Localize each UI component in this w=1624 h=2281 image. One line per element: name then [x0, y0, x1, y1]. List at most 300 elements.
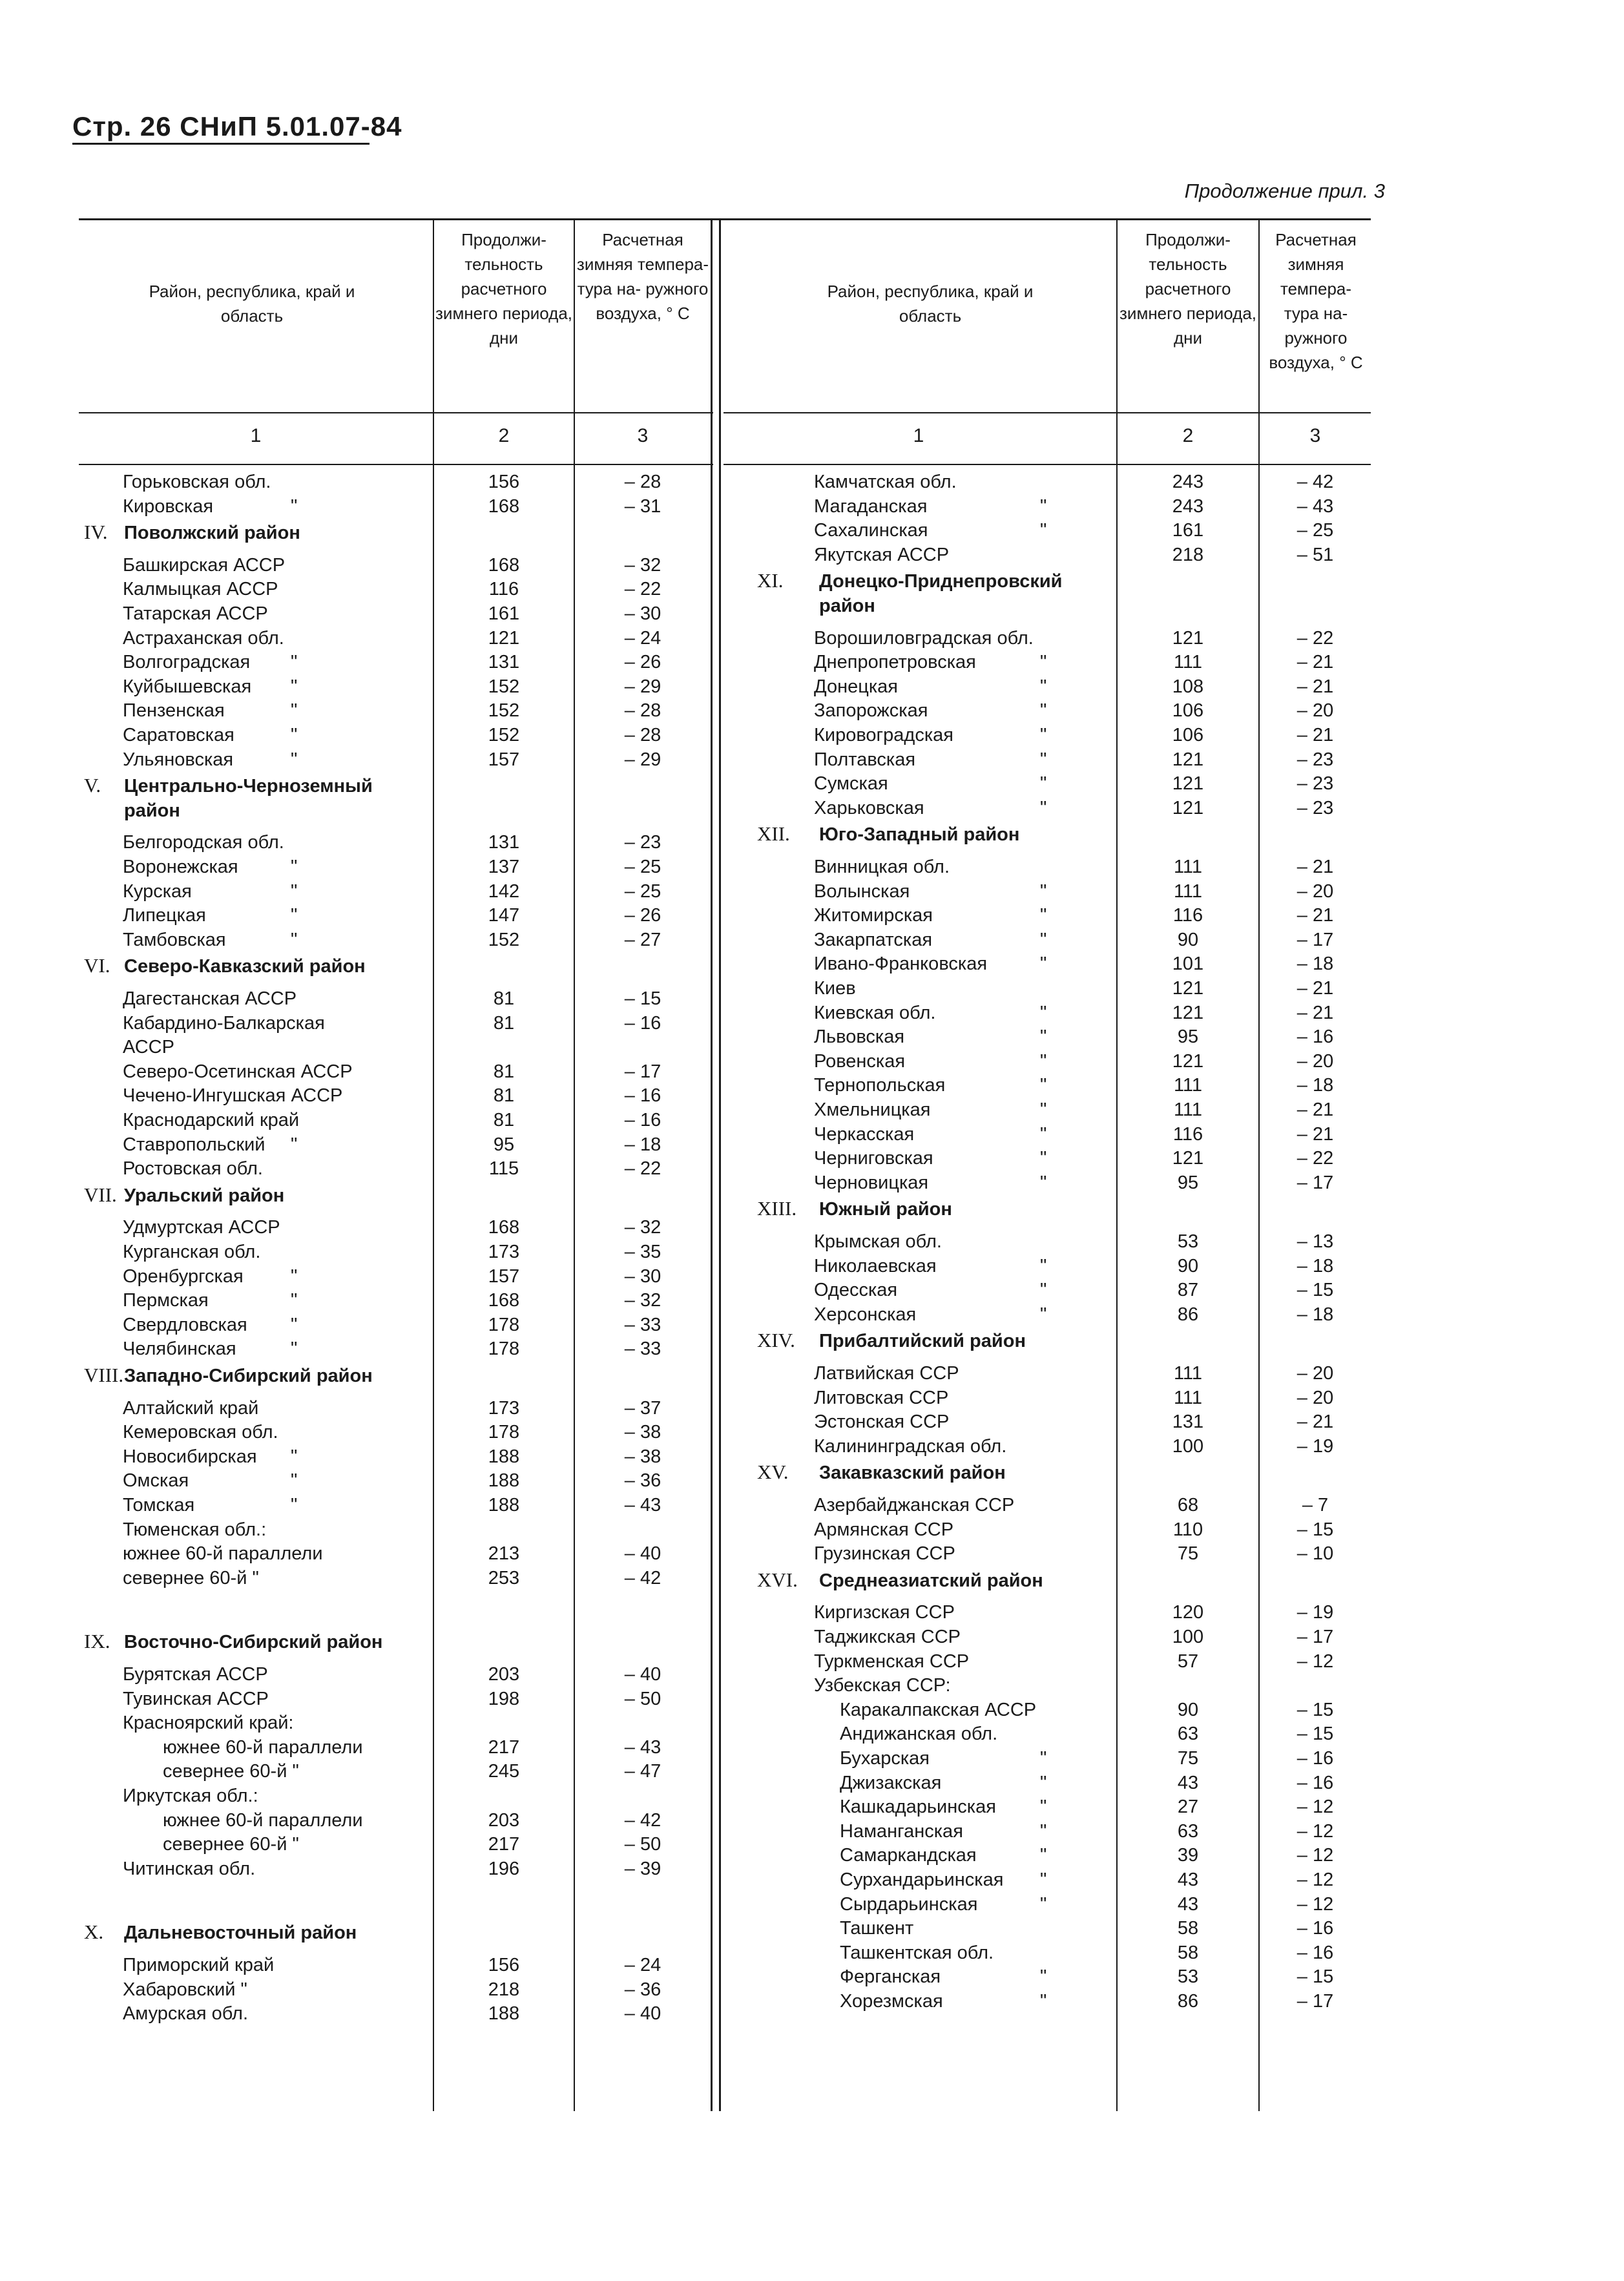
region-name: Черновицкая	[814, 1172, 929, 1193]
region-name: Краснодарский край	[123, 1110, 300, 1130]
winter-temp: – 17	[1296, 929, 1334, 950]
winter-temp: – 10	[1296, 1543, 1334, 1565]
colnum-3-right: 3	[1309, 425, 1321, 446]
ditto-mark: "	[291, 857, 298, 877]
duration-days: 168	[488, 1217, 520, 1238]
winter-temp: – 15	[1296, 1699, 1334, 1720]
duration-days: 142	[488, 880, 520, 902]
region-name: Липецкая	[123, 905, 206, 926]
region-name: Ворошиловградская обл.	[814, 627, 1034, 649]
region-name: Приморский край	[123, 1955, 275, 1975]
winter-temp: – 7	[1302, 1495, 1329, 1515]
duration-days: 157	[488, 749, 520, 770]
region-name: Ульяновская	[123, 749, 234, 770]
section-number: XIII.	[757, 1197, 797, 1220]
region-name: Николаевская	[814, 1255, 937, 1276]
winter-temp: – 17	[624, 1061, 661, 1082]
region-name: Башкирская АССР	[123, 554, 286, 576]
region-name: Киев	[814, 978, 856, 999]
header-temp-right: Расчетная зимняя темпера- тура на- ружного воздуха, ° С	[1269, 230, 1363, 372]
winter-temp: – 16	[624, 1110, 661, 1130]
section-heading: Прибалтийский район	[819, 1331, 1026, 1352]
duration-days: 75	[1177, 1543, 1199, 1565]
region-name: Киевская обл.	[814, 1002, 936, 1023]
winter-temp: – 43	[624, 1736, 661, 1758]
ditto-mark: "	[291, 929, 298, 950]
region-name: Томская	[123, 1495, 195, 1515]
ditto-mark: "	[1040, 1772, 1047, 1793]
winter-temp: – 16	[1296, 1772, 1334, 1793]
ditto-mark: "	[291, 1314, 298, 1335]
header-duration-left: Продолжи- тельность расчетного зимнего периода, дни	[435, 230, 572, 348]
ditto-mark: "	[1040, 520, 1047, 541]
duration-days: 81	[493, 1085, 515, 1107]
ditto-mark: "	[1040, 1148, 1047, 1169]
winter-temp: – 25	[1296, 520, 1334, 541]
winter-temp: – 15	[1296, 1724, 1334, 1745]
duration-days: 121	[488, 627, 520, 649]
region-name: Сумская	[814, 773, 888, 795]
region-name: АССР	[123, 1037, 174, 1058]
header-bottom-rule-left	[79, 412, 713, 413]
region-name: Воронежская	[123, 857, 238, 877]
region-name: Харьковская	[814, 797, 924, 818]
region-name: Кировоградская	[814, 725, 953, 745]
duration-days: 253	[488, 1567, 520, 1588]
region-name: Читинская обл.	[123, 1858, 256, 1879]
region-name: Тувинская АССР	[123, 1688, 269, 1709]
winter-temp: – 21	[1296, 1411, 1334, 1433]
ditto-mark: "	[1040, 1748, 1047, 1769]
colnum-2-right: 2	[1182, 425, 1194, 446]
winter-temp: – 40	[624, 1543, 661, 1565]
region-name: Армянская ССР	[814, 1519, 954, 1540]
region-name: Свердловская	[123, 1314, 247, 1335]
duration-days: 90	[1177, 1255, 1199, 1276]
winter-temp: – 30	[624, 603, 661, 624]
winter-temp: – 35	[624, 1242, 661, 1262]
winter-temp: – 15	[1296, 1280, 1334, 1301]
header-duration-right: Продолжи- тельность расчетного зимнего периода, дни	[1119, 230, 1256, 348]
region-name: Литовская ССР	[814, 1387, 949, 1408]
region-name: Волынская	[814, 880, 910, 902]
duration-days: 81	[493, 1012, 515, 1034]
winter-temp: – 21	[1296, 1123, 1334, 1145]
running-head-rule	[72, 143, 370, 145]
col-divider-right-1	[1116, 218, 1118, 2111]
ditto-mark: "	[1040, 1991, 1047, 2012]
region-name: Туркменская ССР	[814, 1651, 970, 1672]
duration-days: 90	[1177, 929, 1199, 950]
region-name: севернее 60-й "	[123, 1567, 259, 1588]
region-name: Крымская обл.	[814, 1231, 942, 1252]
region-name: Омская	[123, 1470, 189, 1492]
duration-days: 131	[488, 652, 520, 673]
duration-days: 111	[1173, 652, 1203, 673]
winter-temp: – 15	[624, 988, 661, 1009]
winter-temp: – 12	[1296, 1797, 1334, 1818]
duration-days: 111	[1173, 857, 1203, 877]
region-name: Запорожская	[814, 700, 928, 722]
region-name: Винницкая обл.	[814, 857, 950, 877]
ditto-mark: "	[1040, 773, 1047, 795]
duration-days: 188	[488, 1495, 520, 1515]
region-name: Красноярский край:	[123, 1713, 294, 1734]
ditto-mark: "	[1040, 1870, 1047, 1890]
region-name: Северо-Осетинская АССР	[123, 1061, 353, 1082]
ditto-mark: "	[291, 1290, 298, 1311]
region-name: Узбекская ССР:	[814, 1675, 951, 1696]
winter-temp: – 39	[624, 1858, 661, 1879]
region-name: Бухарская	[840, 1748, 930, 1769]
duration-days: 63	[1177, 1820, 1199, 1842]
winter-temp: – 40	[624, 2003, 661, 2025]
section-heading: Северо-Кавказский район	[124, 956, 366, 977]
region-name: Алтайский край	[123, 1397, 259, 1419]
region-name: Курская	[123, 880, 192, 902]
duration-days: 53	[1177, 1231, 1199, 1252]
duration-days: 43	[1177, 1772, 1199, 1793]
ditto-mark: "	[1040, 676, 1047, 697]
winter-temp: – 17	[1296, 1627, 1334, 1647]
duration-days: 188	[488, 1446, 520, 1467]
ditto-mark: "	[1040, 1280, 1047, 1301]
region-name: Оренбургская	[123, 1265, 244, 1287]
duration-days: 188	[488, 2003, 520, 2025]
region-name: Азербайджанская ССР	[814, 1495, 1015, 1515]
duration-days: 121	[1172, 627, 1204, 649]
duration-days: 196	[488, 1858, 520, 1879]
section-number: X.	[84, 1921, 104, 1944]
section-number: XII.	[757, 822, 790, 846]
duration-days: 217	[488, 1834, 520, 1855]
winter-temp: – 21	[1296, 1099, 1334, 1120]
winter-temp: – 16	[624, 1012, 661, 1034]
winter-temp: – 22	[1296, 627, 1334, 649]
region-name: Кабардино-Балкарская	[123, 1012, 325, 1034]
duration-days: 106	[1172, 725, 1204, 745]
ditto-mark: "	[1040, 905, 1047, 926]
section-number: VIII.	[84, 1364, 124, 1386]
duration-days: 101	[1172, 953, 1204, 975]
duration-days: 152	[488, 725, 520, 745]
duration-days: 100	[1172, 1435, 1204, 1457]
duration-days: 108	[1172, 676, 1204, 697]
ditto-mark: "	[1040, 1797, 1047, 1818]
winter-temp: – 37	[624, 1397, 661, 1419]
region-name: Бурятская АССР	[123, 1664, 268, 1685]
winter-temp: – 24	[624, 627, 661, 649]
region-name: Сурхандарьинская	[840, 1870, 1004, 1890]
region-name: Курганская обл.	[123, 1242, 261, 1262]
duration-days: 168	[488, 495, 520, 517]
winter-temp: – 16	[1296, 1942, 1334, 1963]
ditto-mark: "	[1040, 1255, 1047, 1276]
ditto-mark: "	[291, 700, 298, 722]
duration-days: 58	[1177, 1942, 1199, 1963]
ditto-mark: "	[1040, 929, 1047, 950]
region-name: Ровенская	[814, 1050, 906, 1072]
winter-temp: – 33	[624, 1338, 661, 1360]
winter-temp: – 16	[1296, 1918, 1334, 1939]
duration-days: 111	[1173, 880, 1203, 902]
winter-temp: – 40	[624, 1664, 661, 1685]
region-name: Калмыцкая АССР	[123, 579, 278, 600]
winter-temp: – 27	[624, 929, 661, 950]
region-name: Киргизская ССР	[814, 1602, 955, 1623]
duration-days: 57	[1177, 1651, 1199, 1672]
region-name: Дагестанская АССР	[123, 988, 297, 1009]
section-number: IX.	[84, 1630, 110, 1653]
duration-days: 63	[1177, 1724, 1199, 1745]
duration-days: 147	[488, 905, 520, 926]
section-heading: Южный район	[819, 1199, 952, 1220]
duration-days: 121	[1172, 797, 1204, 818]
duration-days: 137	[488, 857, 520, 877]
region-name: Магаданская	[814, 495, 928, 517]
ditto-mark: "	[1040, 1123, 1047, 1145]
region-name: Удмуртская АССР	[123, 1217, 280, 1238]
section-heading: Восточно-Сибирский район	[124, 1632, 383, 1653]
section-heading: Донецко-Приднепровский	[819, 571, 1063, 592]
duration-days: 178	[488, 1422, 520, 1443]
duration-days: 218	[488, 1979, 520, 2000]
ditto-mark: "	[1040, 1845, 1047, 1866]
region-name: Волгоградская	[123, 652, 251, 673]
region-name: Черкасская	[814, 1123, 915, 1145]
duration-days: 81	[493, 1061, 515, 1082]
winter-temp: – 22	[624, 579, 661, 600]
winter-temp: – 24	[624, 1955, 661, 1975]
col-divider-right-2	[1258, 218, 1260, 2111]
winter-temp: – 47	[624, 1761, 661, 1782]
winter-temp: – 32	[624, 1217, 661, 1238]
winter-temp: – 25	[624, 880, 661, 902]
ditto-mark: "	[1040, 700, 1047, 722]
section-heading: Закавказский район	[819, 1463, 1006, 1484]
duration-days: 111	[1173, 1075, 1203, 1096]
winter-temp: – 38	[624, 1422, 661, 1443]
winter-temp: – 29	[624, 676, 661, 697]
duration-days: 27	[1177, 1797, 1199, 1818]
winter-temp: – 21	[1296, 652, 1334, 673]
winter-temp: – 28	[624, 700, 661, 722]
colnum-1-left: 1	[250, 425, 262, 446]
winter-temp: – 17	[1296, 1991, 1334, 2012]
winter-temp: – 12	[1296, 1820, 1334, 1842]
duration-days: 68	[1177, 1495, 1199, 1515]
region-name: Тюменская обл.:	[123, 1519, 267, 1540]
ditto-mark: "	[1040, 749, 1047, 770]
region-name: Ташкентская обл.	[840, 1942, 994, 1963]
ditto-mark: "	[1040, 1172, 1047, 1193]
region-name: Днепропетровская	[814, 652, 976, 673]
section-heading: Уральский район	[124, 1185, 285, 1206]
duration-days: 43	[1177, 1870, 1199, 1890]
region-name: Амурская обл.	[123, 2003, 249, 2025]
winter-temp: – 25	[624, 857, 661, 877]
region-name: севернее 60-й "	[163, 1834, 299, 1855]
winter-temp: – 21	[1296, 1002, 1334, 1023]
winter-temp: – 15	[1296, 1966, 1334, 1988]
region-name: Иркутская обл.:	[123, 1786, 258, 1806]
winter-temp: – 12	[1296, 1870, 1334, 1890]
winter-temp: – 22	[624, 1158, 661, 1180]
section-number: IV.	[84, 521, 108, 544]
winter-temp: – 20	[1296, 700, 1334, 722]
winter-temp: – 20	[1296, 1363, 1334, 1384]
ditto-mark: "	[1040, 1050, 1047, 1072]
region-name: Сырдарьинская	[840, 1893, 978, 1915]
winter-temp: – 17	[1296, 1172, 1334, 1193]
winter-temp: – 16	[1296, 1026, 1334, 1048]
winter-temp: – 16	[624, 1085, 661, 1107]
winter-temp: – 32	[624, 554, 661, 576]
winter-temp: – 50	[624, 1688, 661, 1709]
region-name: Хорезмская	[840, 1991, 943, 2012]
region-name: Саратовская	[123, 725, 234, 745]
duration-days: 156	[488, 1955, 520, 1975]
region-name: Ставропольский	[123, 1134, 265, 1155]
ditto-mark: "	[1040, 652, 1047, 673]
section-heading: Поволжский район	[124, 523, 300, 544]
section-number: XV.	[757, 1461, 789, 1484]
region-name: Горьковская обл.	[123, 472, 271, 492]
duration-days: 152	[488, 700, 520, 722]
ditto-mark: "	[1040, 1966, 1047, 1988]
duration-days: 110	[1172, 1519, 1203, 1540]
winter-temp: – 28	[624, 725, 661, 745]
winter-temp: – 12	[1296, 1651, 1334, 1672]
region-name: Грузинская ССР	[814, 1543, 955, 1565]
winter-temp: – 20	[1296, 880, 1334, 902]
region-name: Львовская	[814, 1026, 905, 1048]
region-name: Латвийская ССР	[814, 1363, 959, 1384]
center-double-rule-a	[711, 218, 713, 2111]
winter-temp: – 21	[1296, 725, 1334, 745]
section-number: VI.	[84, 954, 110, 977]
duration-days: 81	[493, 988, 515, 1009]
duration-days: 213	[488, 1543, 520, 1565]
ditto-mark: "	[1040, 1893, 1047, 1915]
winter-temp: – 43	[1296, 495, 1334, 517]
winter-temp: – 42	[624, 1809, 661, 1831]
header-temp-left: Расчетная зимняя темпера- тура на- ружного воздуха, ° С	[576, 230, 709, 323]
duration-days: 43	[1177, 1893, 1199, 1915]
winter-temp: – 43	[624, 1495, 661, 1515]
ditto-mark: "	[1040, 1002, 1047, 1023]
region-name: Пензенская	[123, 700, 225, 722]
region-name: Белгородская обл.	[123, 832, 284, 853]
region-name: Ивано-Франковская	[814, 953, 988, 975]
section-heading: Среднеазиатский район	[819, 1570, 1043, 1591]
duration-days: 111	[1173, 1363, 1203, 1384]
ditto-mark: "	[291, 749, 298, 770]
duration-days: 161	[1172, 520, 1204, 541]
duration-days: 131	[1172, 1411, 1204, 1433]
duration-days: 121	[1172, 749, 1204, 770]
section-heading: Юго-Западный район	[819, 824, 1020, 846]
winter-temp: – 21	[1296, 905, 1334, 926]
region-name: Андижанская обл.	[840, 1724, 998, 1745]
region-name: Астраханская обл.	[123, 627, 284, 649]
running-head: Стр. 26 СНиП 5.01.07-84	[72, 111, 402, 141]
region-name: Сахалинская	[814, 520, 928, 541]
region-name: Чечено-Ингушская АССР	[123, 1085, 343, 1107]
duration-days: 100	[1172, 1627, 1204, 1647]
duration-days: 120	[1172, 1602, 1204, 1623]
duration-days: 86	[1177, 1991, 1199, 2012]
duration-days: 121	[1172, 1002, 1204, 1023]
region-name: Херсонская	[814, 1304, 917, 1325]
section-heading: Дальневосточный район	[124, 1922, 357, 1944]
duration-days: 95	[1177, 1172, 1199, 1193]
winter-temp: – 20	[1296, 1050, 1334, 1072]
duration-days: 90	[1177, 1699, 1199, 1720]
ditto-mark: "	[1040, 1304, 1047, 1325]
winter-temp: – 18	[1296, 1075, 1334, 1096]
duration-days: 188	[488, 1470, 520, 1492]
region-name: Житомирская	[814, 905, 933, 926]
winter-temp: – 28	[624, 472, 661, 492]
region-name: южнее 60-й параллели	[163, 1809, 363, 1831]
col-divider-left-2	[574, 218, 575, 2111]
region-name: Калининградская обл.	[814, 1435, 1007, 1457]
winter-temp: – 26	[624, 905, 661, 926]
region-name: Челябинская	[123, 1338, 236, 1360]
region-name: Одесская	[814, 1280, 898, 1301]
region-name: южнее 60-й параллели	[163, 1736, 363, 1758]
region-name: Хабаровский "	[123, 1979, 247, 2000]
table-top-rule	[79, 218, 1371, 220]
region-name: Джизакская	[840, 1772, 942, 1793]
winter-temp: – 18	[624, 1134, 661, 1155]
region-name: Полтавская	[814, 749, 916, 770]
section-number: V.	[84, 774, 101, 797]
winter-temp: – 51	[1296, 544, 1334, 565]
ditto-mark: "	[291, 880, 298, 902]
duration-days: 121	[1172, 1148, 1204, 1169]
ditto-mark: "	[1040, 880, 1047, 902]
duration-days: 152	[488, 929, 520, 950]
ditto-mark: "	[291, 905, 298, 926]
colnum-bottom-rule-left	[79, 464, 713, 465]
ditto-mark: "	[291, 725, 298, 745]
ditto-mark: "	[1040, 495, 1047, 517]
winter-temp: – 23	[624, 832, 661, 853]
region-name: Самаркандская	[840, 1845, 977, 1866]
duration-days: 178	[488, 1338, 520, 1360]
ditto-mark: "	[1040, 1099, 1047, 1120]
section-number: VII.	[84, 1183, 117, 1206]
region-name: Кемеровская обл.	[123, 1422, 278, 1443]
duration-days: 178	[488, 1314, 520, 1335]
duration-days: 173	[488, 1397, 520, 1419]
duration-days: 131	[488, 832, 520, 853]
ditto-mark: "	[1040, 1026, 1047, 1048]
winter-temp: – 42	[1296, 472, 1334, 492]
ditto-mark: "	[1040, 725, 1047, 745]
duration-days: 217	[488, 1736, 520, 1758]
region-name: Наманганская	[840, 1820, 963, 1842]
duration-days: 81	[493, 1110, 515, 1130]
colnum-2-left: 2	[498, 425, 510, 446]
duration-days: 121	[1172, 978, 1204, 999]
duration-days: 168	[488, 554, 520, 576]
section-heading-cont: район	[819, 596, 875, 616]
region-name: Якутская АССР	[814, 544, 950, 565]
duration-days: 121	[1172, 773, 1204, 795]
